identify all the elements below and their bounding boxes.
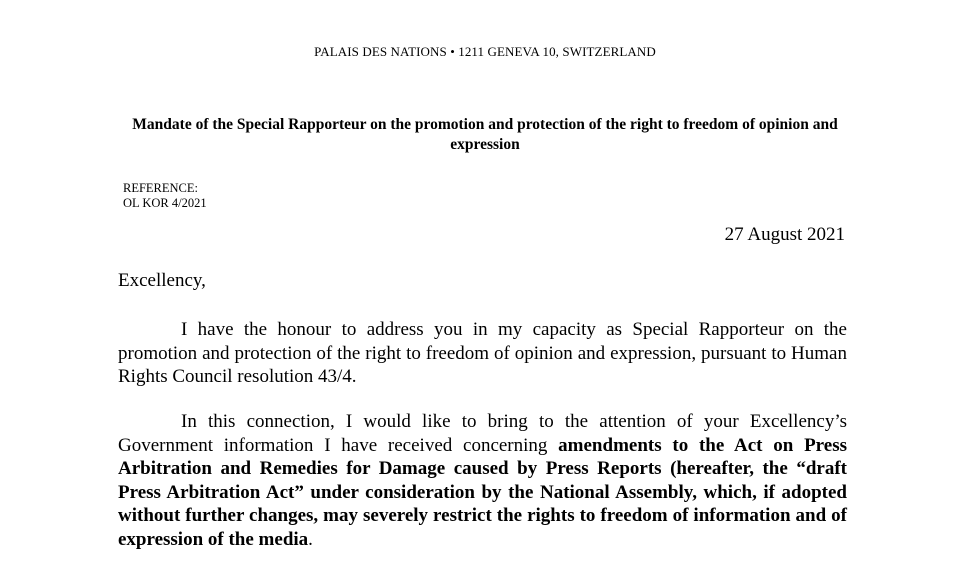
reference-code: OL KOR 4/2021 [123,196,207,210]
letter-date: 27 August 2021 [724,224,845,245]
reference-block [123,181,207,211]
mandate-title: Mandate of the Special Rapporteur on the promotion and protection of the right to freedom of opinion and expression [132,116,838,153]
header-address: PALAIS DES NATIONS • 1211 GENEVA 10, SWITZERLAND [314,44,656,59]
paragraph-1: I have the honour to address you in my capacity as Special Rapporteur on the promotion and protection of the right to freedom of opinion and expression, pursuant to Human Rights Council resolution 43/4. [118,319,847,387]
paragraph-2-end: . [308,528,313,550]
paragraph-2-bold: amendments to the Act on Press Arbitration and Remedies for Damage caused by Press Reports (hereafter, the “draft Press Arbitration Act” under consideration by the National Assembly, which, if adopted without further changes, may severely restrict the rights to freedom of information and of expression of the media [118,434,847,550]
paragraph-2-intro: In this connection, I would like to bring to the attention of your Excellency’s Government information I have received concerning [118,411,847,456]
salutation: Excellency, [118,270,206,291]
reference-label: REFERENCE: [123,181,199,195]
paragraph-2 [118,410,847,551]
